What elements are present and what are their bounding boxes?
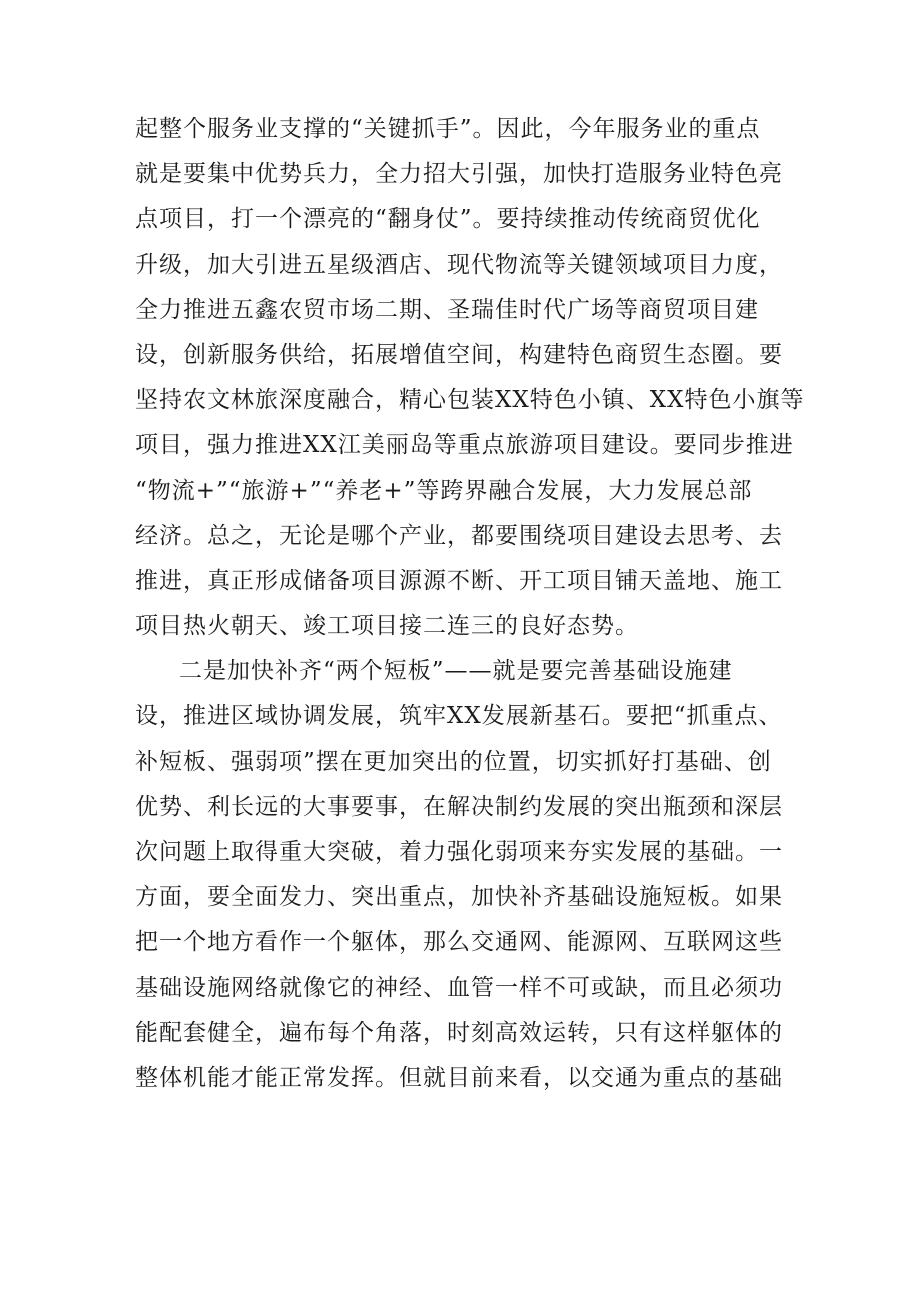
text-line: 整体机能才能正常发挥。但就目前来看，以交通为重点的基础 (135, 1064, 783, 1091)
text-line: 基础设施网络就像它的神经、血管一样不可或缺，而且必须功 (135, 974, 783, 1001)
text-line: 点项目，打一个漂亮的“翻身仗”。要持续推动传统商贸优化 (135, 206, 761, 233)
text-line: “物流+”“旅游+”“养老+”等跨界融合发展，大力发展总部 (135, 477, 753, 504)
text-line: 能配套健全，遍布每个角落，时刻高效运转，只有这样躯体的 (135, 1019, 783, 1046)
text-line: 优势、利长远的大事要事，在解决制约发展的突出瓶颈和深层 (135, 793, 783, 820)
paragraph-start-line: 二是加快补齐“两个短板”——就是要完善基础设施建 (179, 658, 733, 685)
text-line: 项目热火朝天、竣工项目接二连三的良好态势。 (135, 613, 639, 640)
text-line: 次问题上取得重大突破，着力强化弱项来夯实发展的基础。一 (135, 839, 783, 865)
text-line: 坚持农文林旅深度融合，精心包装XX特色小镇、XX特色小旗等 (135, 387, 805, 414)
text-line: 经济。总之，无论是哪个产业，都要围绕项目建设去思考、去 (135, 522, 783, 549)
text-line: 方面，要全面发力、突出重点，加快补齐基础设施短板。如果 (135, 884, 783, 911)
text-line: 起整个服务业支撑的“关键抓手”。因此，今年服务业的重点 (135, 116, 761, 142)
text-line: 把一个地方看作一个躯体，那么交通网、能源网、互联网这些 (135, 929, 783, 956)
text-line: 补短板、强弱项”摆在更加突出的位置，切实抓好打基础、创 (135, 748, 772, 775)
text-line: 设，创新服务供给，拓展增值空间，构建特色商贸生态圈。要 (135, 341, 783, 368)
text-line: 设，推进区域协调发展，筑牢XX发展新基石。要把“抓重点、 (135, 703, 783, 730)
text-line: 项目，强力推进XX江美丽岛等重点旅游项目建设。要同步推进 (135, 432, 794, 459)
text-line: 就是要集中优势兵力，全力招大引强，加快打造服务业特色亮 (135, 161, 783, 188)
text-line: 升级，加大引进五星级酒店、现代物流等关键领域项目力度， (135, 251, 783, 278)
text-line: 推进，真正形成储备项目源源不断、开工项目铺天盖地、施工 (135, 567, 783, 594)
body-text (135, 107, 805, 1101)
text-line: 全力推进五鑫农贸市场二期、圣瑞佳时代广场等商贸项目建 (135, 296, 759, 323)
